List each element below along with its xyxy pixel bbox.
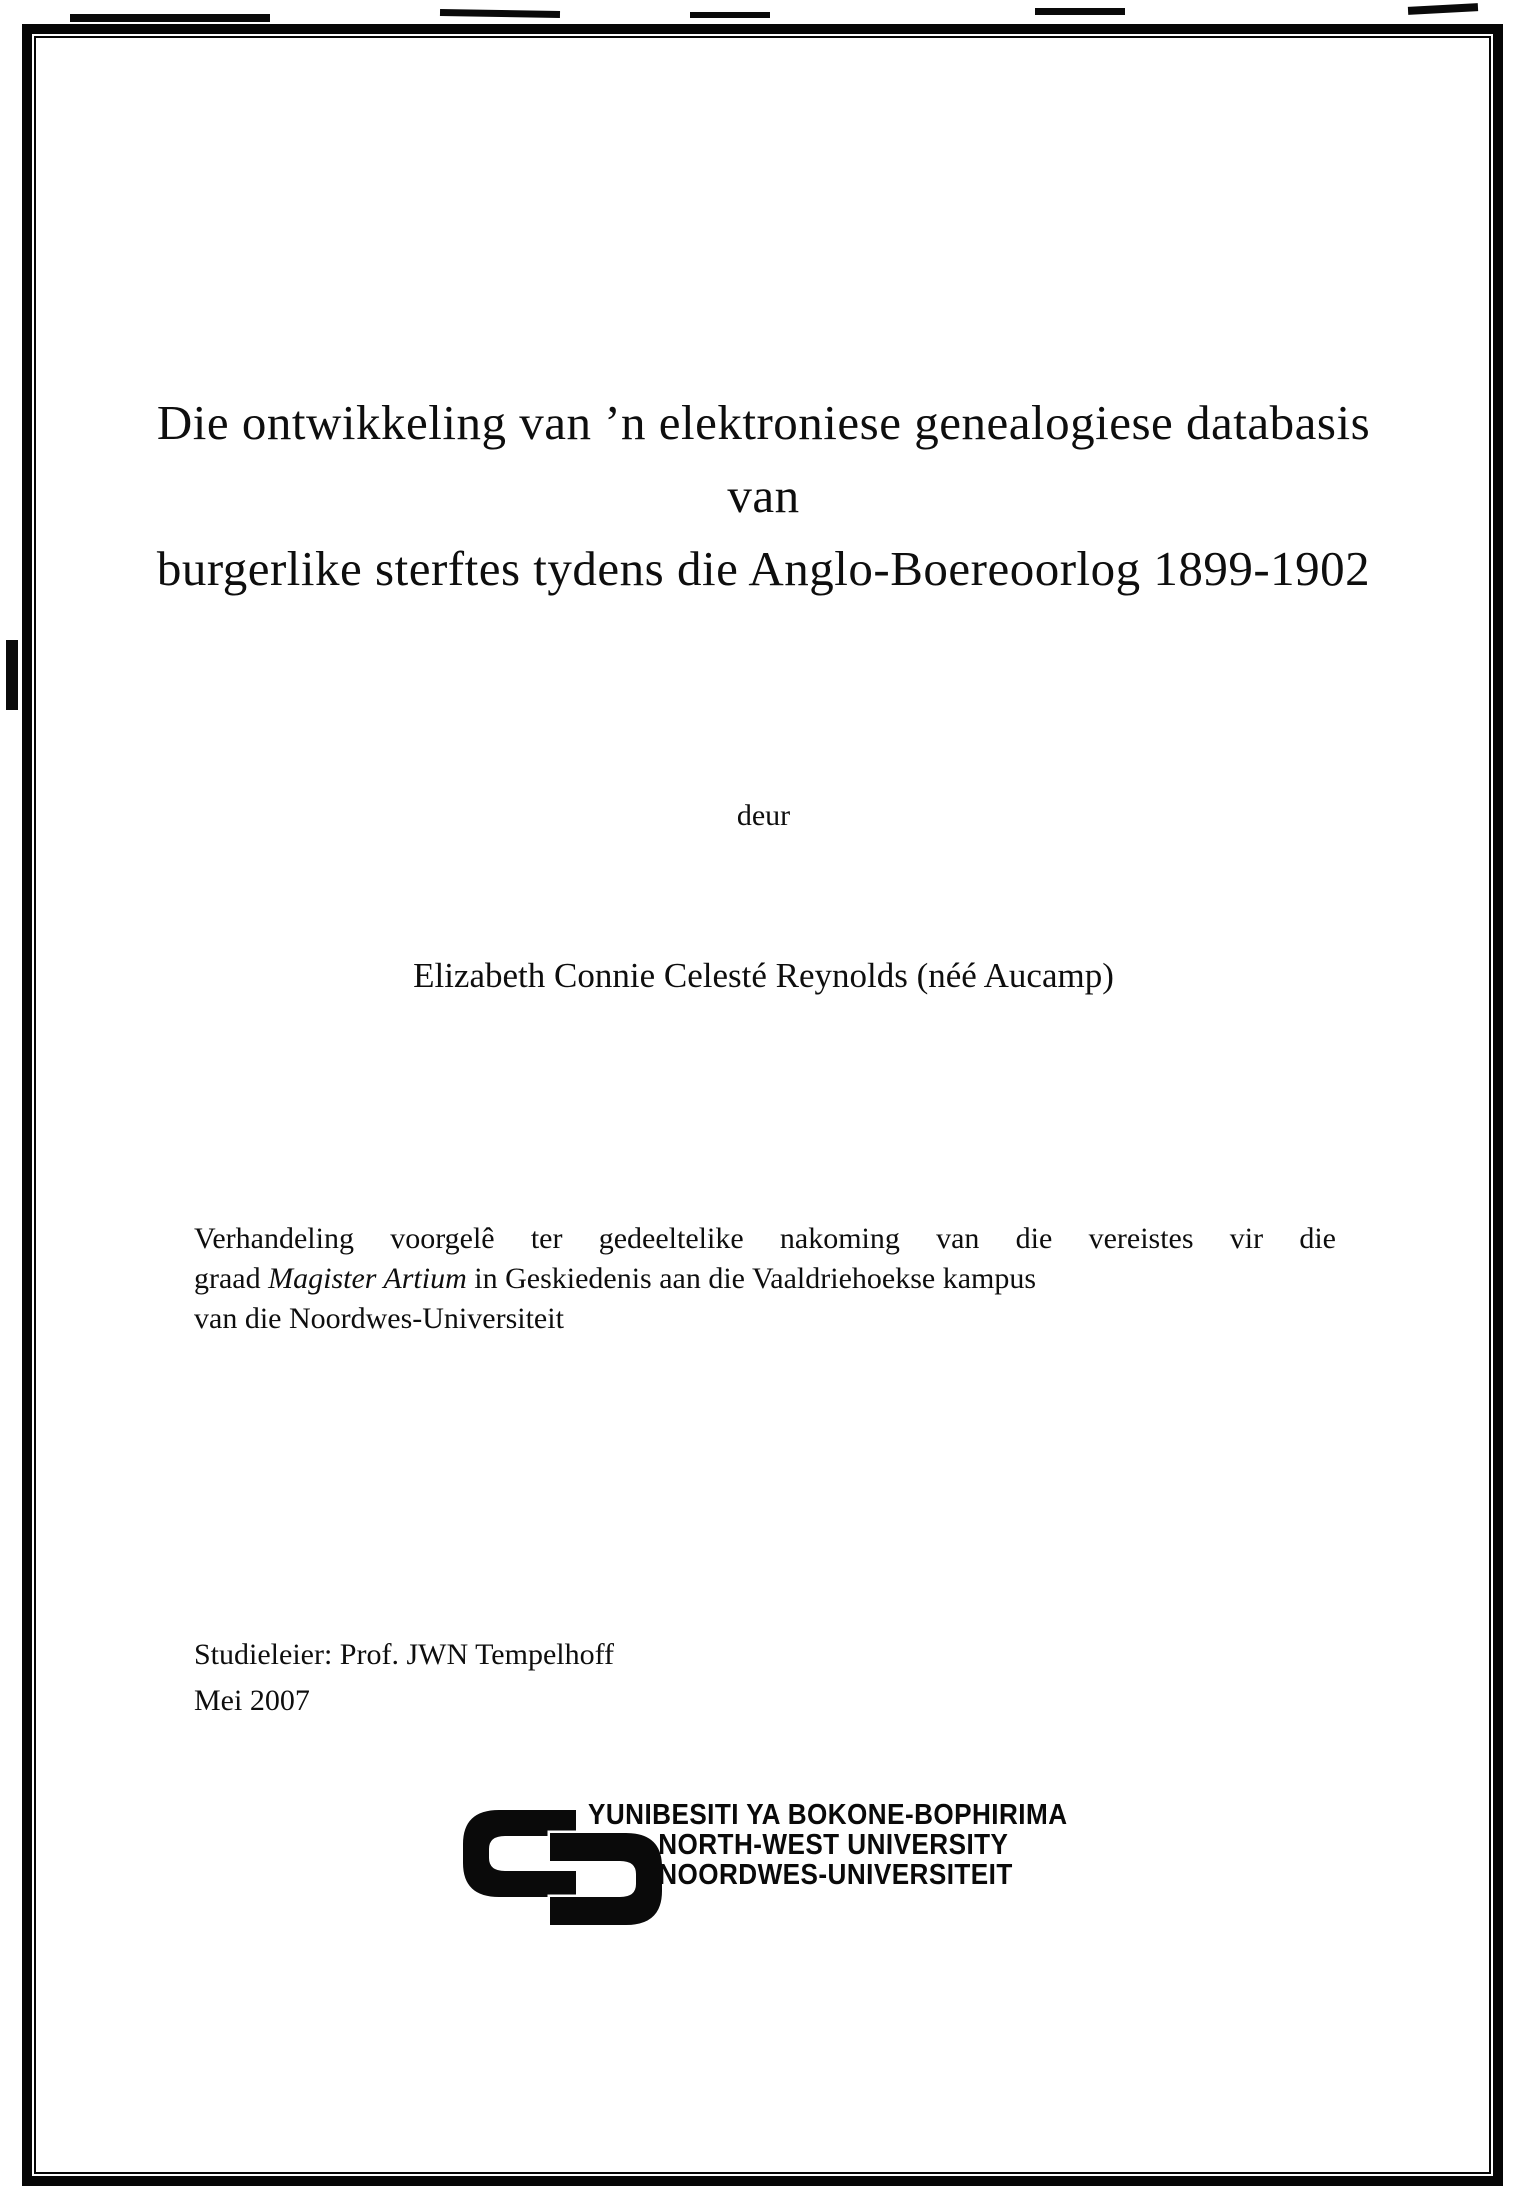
logo-text-line1: YUNIBESITI YA BOKONE-BOPHIRIMA [588,1799,1068,1831]
thesis-title-line1: Die ontwikkeling van ’n elektroniese genealogiese databasis van [156,395,1371,523]
supervisor-block [194,1632,614,1724]
scan-artifact [1408,3,1478,15]
degree-statement-line3: van die Noordwes-Universiteit [194,1302,564,1335]
degree-name-italic: Magister Artium [268,1262,467,1295]
degree-statement [194,1219,1336,1339]
thesis-title-line2: burgerlike sterftes tydens die Anglo-Boereoorlog 1899-1902 [156,541,1371,596]
degree-statement-line1: Verhandeling voorgelê ter gedeeltelike nakoming van die vereistes vir die [194,1222,1336,1255]
scan-artifact [1035,8,1125,15]
scan-artifact [70,14,270,22]
supervisor-line: Studieleier: Prof. JWN Tempelhoff [194,1638,615,1671]
scan-artifact [6,640,18,710]
degree-statement-line2 [194,1259,1336,1299]
scan-artifact [440,9,560,18]
author-name: Elizabeth Connie Celesté Reynolds (néé Aucamp) [413,956,1114,995]
byline: deur [736,799,791,832]
logo-text-line2: NORTH-WEST UNIVERSITY [658,1829,1009,1861]
logo-text-line3: NOORDWES-UNIVERSITEIT [658,1859,1013,1891]
scan-artifact [690,12,770,18]
statement-text: in Geskiedenis aan die Vaaldriehoekse kampus [474,1262,1037,1295]
thesis-title [140,386,1387,605]
date-line: Mei 2007 [194,1684,310,1717]
nwu-logo-text [588,1800,1068,1890]
statement-text: graad [194,1262,261,1295]
